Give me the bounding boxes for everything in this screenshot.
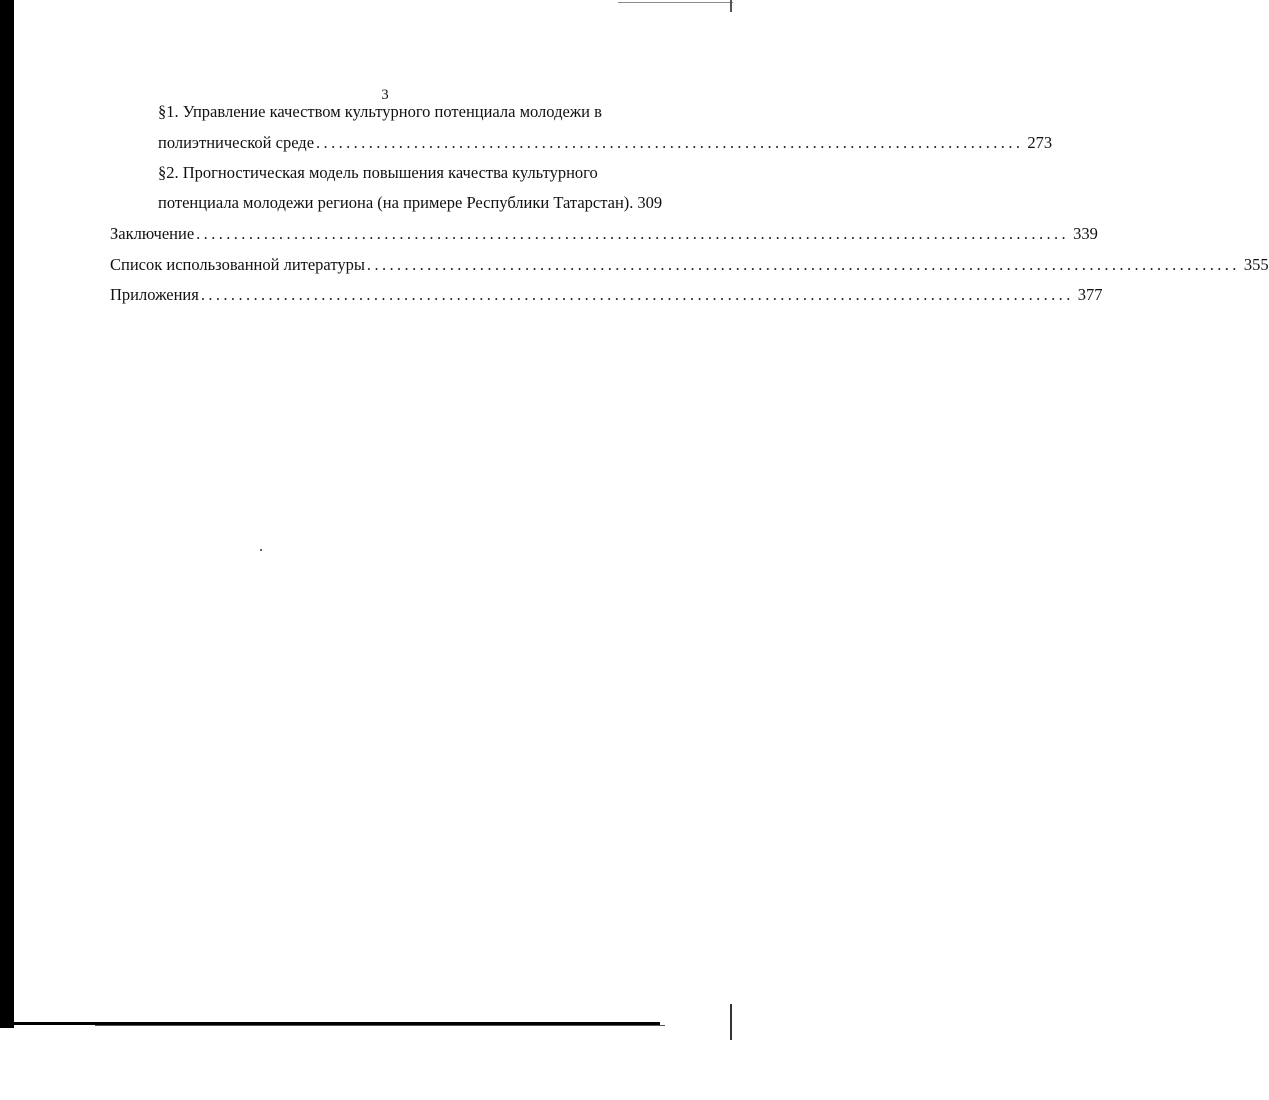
toc-references-page: 355 — [1243, 255, 1269, 274]
page-number: 3 — [381, 87, 389, 103]
toc-leader-dots: .................................................................................................................... — [366, 255, 1240, 274]
toc-item-2-title-end: потенциала молодежи региона (на примере Республики Татарстан). — [158, 193, 634, 212]
toc-leader-dots: .............................................................................................. — [316, 133, 1024, 152]
toc-appendices-label: Приложения — [110, 285, 199, 304]
toc-conclusion[interactable] — [110, 223, 1098, 245]
toc-appendices[interactable] — [110, 284, 1103, 306]
toc-item-2-line-1 — [158, 162, 598, 184]
toc-item-1-page: 273 — [1027, 133, 1053, 152]
toc-leader-dots: .................................................................................................................... — [196, 224, 1070, 243]
toc-item-1-line-2[interactable] — [158, 132, 1053, 154]
toc-item-2-line-2[interactable] — [158, 192, 680, 214]
toc-item-1-title-start: §1. Управление качеством культурного потенциала молодежи в — [158, 102, 602, 121]
toc-conclusion-page: 339 — [1073, 224, 1098, 243]
toc-item-2-title-start: §2. Прогностическая модель повышения качества культурного — [158, 163, 598, 182]
toc-conclusion-label: Заключение — [110, 224, 195, 243]
toc-appendices-page: 377 — [1077, 285, 1103, 304]
toc-references[interactable] — [110, 254, 1269, 276]
toc-item-1-title-end: полиэтнической среде — [158, 133, 315, 152]
toc-leader-dots: .................................................................................................................... — [200, 285, 1074, 304]
toc-references-label: Список использованной литературы — [110, 255, 365, 274]
toc-item-1-line-1 — [158, 101, 602, 123]
toc-item-2-page: 309 — [637, 193, 663, 212]
